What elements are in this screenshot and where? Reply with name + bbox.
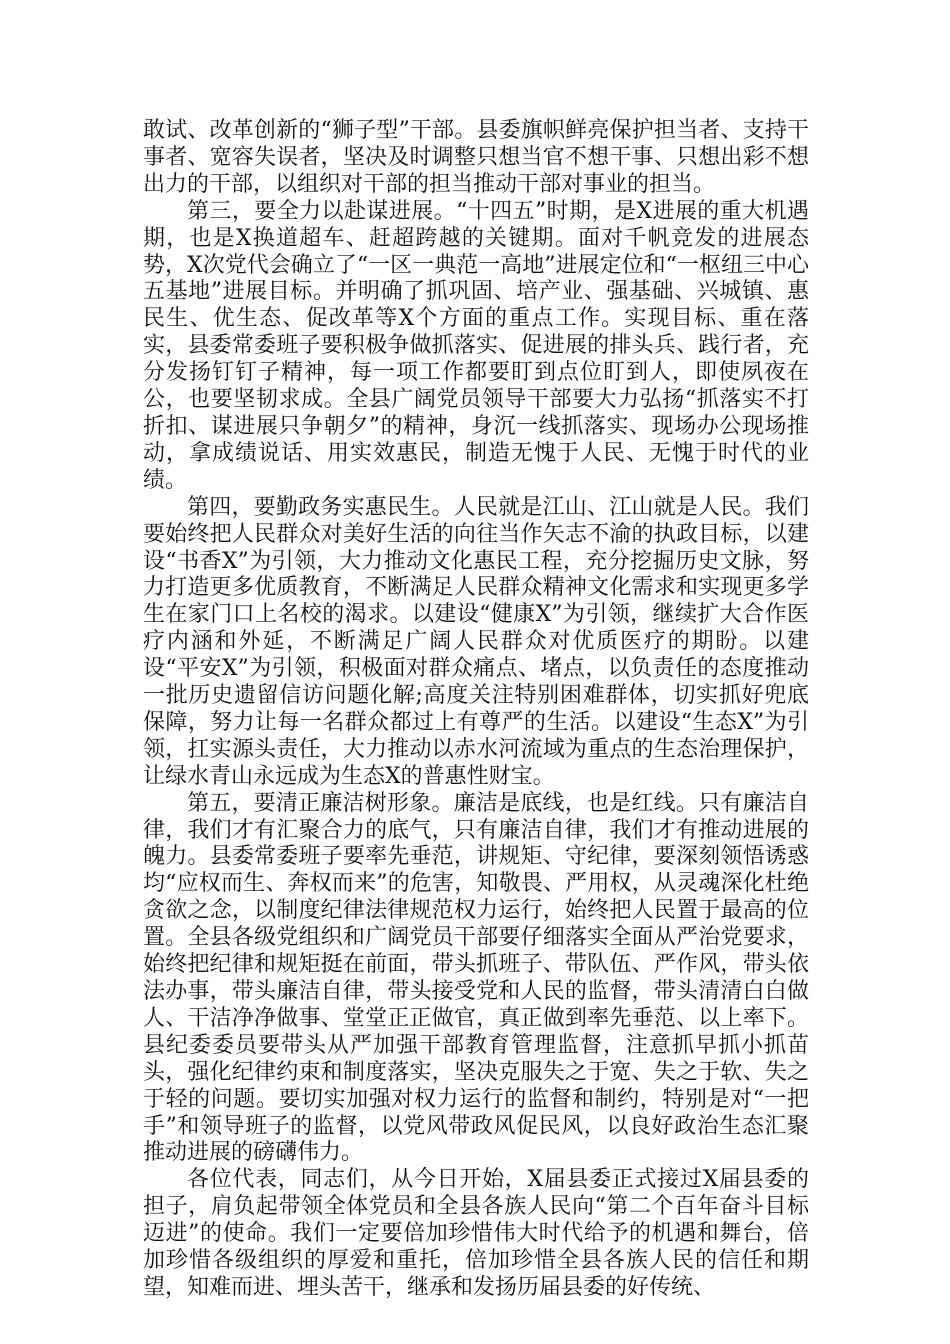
paragraph-fifth-point: 第五，要清正廉洁树形象。廉洁是底线，也是红线。只有廉洁自律，我们才有汇聚合力的底气，只有廉洁自律，我们才有推动进展的魄力。县委常委班子要率先垂范，讲规矩、守纪律，要深刻领悟诱惑均“应权而生、奔权而来”的危害，知敬畏、严用权，从灵魂深化杜绝贪欲之念，以制度纪律法律规范权力运行，始终把人民置于最高的位置。全县各级党组织和广阔党员干部要仔细落实全面从严治党要求，始终把纪律和规矩挺在前面，带头抓班子、带队伍、严作风，带头依法办事，带头廉洁自律，带头接受党和人民的监督，带头清清白白做人、干洁净净做事、堂堂正正做官，真正做到率先垂范、以上率下。县纪委委员要带头从严加强干部教育管理监督，注意抓早抓小抓苗头，强化纪律约束和制度落实，坚决克服失之于宽、失之于软、失之于轻的问题。要切实加强对权力运行的监督和制约，特别是对“一把手”和领导班子的监督，以党风带政风促民风，以良好政治生态汇聚推动进展的磅礴伟力。 <box>143 790 809 1166</box>
paragraph-closing: 各位代表，同志们，从今日开始，X届县委正式接过X届县委的担子，肩负起带领全体党员和全县各族人民向“第二个百年奋斗目标迈进”的使命。我们一定要倍加珍惜伟大时代给予的机遇和舞台，倍加珍惜各级组织的厚爱和重托，倍加珍惜全县各族人民的信任和期望，知难而进、埋头苦干，继承和发扬历届县委的好传统、 <box>143 1167 809 1300</box>
paragraph-continuation: 敢试、改革创新的“狮子型”干部。县委旗帜鲜亮保护担当者、支持干事者、宽容失误者，坚决及时调整只想当官不想干事、只想出彩不想出力的干部，以组织对干部的担当推动干部对事业的担当。 <box>143 118 809 197</box>
paragraph-fourth-point: 第四，要勤政务实惠民生。人民就是江山、江山就是人民。我们要始终把人民群众对美好生活的向往当作矢志不渝的执政目标，以建设“书香X”为引领，大力推动文化惠民工程，充分挖掘历史文脉，努力打造更多优质教育，不断满足人民群众精神文化需求和实现更多学生在家门口上名校的渴求。以建设“健康X”为引领，继续扩大合作医疗内涵和外延，不断满足广阔人民群众对优质医疗的期盼。以建设“平安X”为引领，积极面对群众痛点、堵点，以负责任的态度推动一批历史遗留信访问题化解;高度关注特别困难群体，切实抓好兜底保障，努力让每一名群众都过上有尊严的生活。以建设“生态X”为引领，扛实源头责任，大力推动以赤水河流域为重点的生态治理保护，让绿水青山永远成为生态X的普惠性财宝。 <box>143 494 809 789</box>
document-body <box>143 118 809 1302</box>
paragraph-third-point: 第三，要全力以赴谋进展。“十四五”时期，是X进展的重大机遇期，也是X换道超车、赶超跨越的关键期。面对千帆竞发的进展态势，X次党代会确立了“一区一典范一高地”进展定位和“一枢纽三中心五基地”进展目标。并明确了抓巩固、培产业、强基础、兴城镇、惠民生、优生态、促改革等X个方面的重点工作。实现目标、重在落实，县委常委班子要积极争做抓落实、促进展的排头兵、践行者，充分发扬钉钉子精神，每一项工作都要盯到点位盯到人，即使夙夜在公，也要坚韧求成。全县广阔党员领导干部要大力弘扬“抓落实不打折扣、谋进展只争朝夕”的精神，身沉一线抓落实、现场办公现场推动，拿成绩说话、用实效惠民，制造无愧于人民、无愧于时代的业绩。 <box>143 198 809 493</box>
